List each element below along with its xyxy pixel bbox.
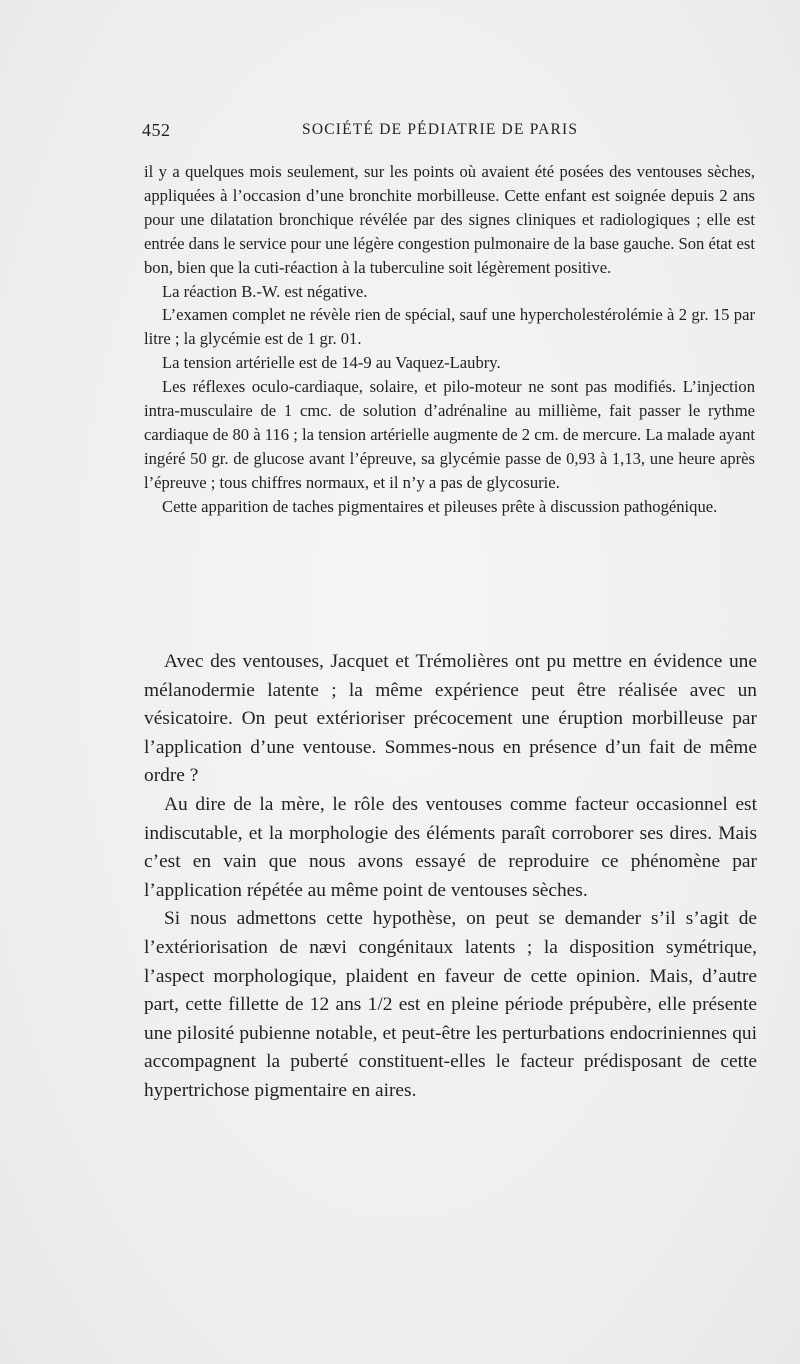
page-number: 452 xyxy=(142,120,171,140)
paragraph: Au dire de la mère, le rôle des ventouses comme facteur occasionnel est indiscutable, et la morphologie des éléments paraît corroborer ses dires. Mais c’est en vain que nous avons essayé de reproduire ce phénomène par l’application répétée au même point de ventouses sèches. xyxy=(144,793,757,901)
paragraph: il y a quelques mois seulement, sur les points où avaient été posées des ventouses sèches, appliquées à l’occasion d’une bronchite morbilleuse. Cette enfant est soignée depuis 2 ans pour une dilatation bronchique révélée par des signes cliniques et radiologiques ; elle est entrée dans le service pour une légère congestion pulmonaire de la base gauche. Son état est bon, bien que la cuti-réaction à la tuberculine soit légèrement positive. xyxy=(144,162,755,277)
case-report-text xyxy=(144,160,755,519)
page-header xyxy=(142,120,762,144)
paragraph: La tension artérielle est de 14-9 au Vaquez-Laubry. xyxy=(162,353,501,373)
paragraph: Les réflexes oculo-cardiaque, solaire, et pilo-moteur ne sont pas modifiés. L’injection intra-musculaire de 1 cmc. de solution d’adrénaline au millième, fait passer le rythme cardiaque de 80 à 116 ; la tension artérielle augmente de 2 cm. de mercure. La malade ayant ingéré 50 gr. de glucose avant l’épreuve, sa glycémie passe de 0,93 à 1,13, une heure après l’épreuve ; tous chiffres normaux, et il n’y a pas de glycosurie. xyxy=(144,377,755,492)
paragraph: Cette apparition de taches pigmentaires et pileuses prête à discussion pathogénique. xyxy=(162,496,718,516)
running-title: SOCIÉTÉ DE PÉDIATRIE DE PARIS xyxy=(302,121,579,138)
paragraph: Avec des ventouses, Jacquet et Trémolières ont pu mettre en évidence une mélanodermie latente ; la même expérience peut être réalisée avec un vésicatoire. On peut extérioriser précocement une éruption morbilleuse par l’application d’une ventouse. Sommes-nous en présence d’un fait de même ordre ? xyxy=(144,651,757,787)
paragraph: Si nous admettons cette hypothèse, on peut se demander s’il s’agit de l’extériorisation de nævi congénitaux latents ; la disposition symétrique, l’aspect morphologique, plaident en faveur de cette opinion. Mais, d’autre part, cette fillette de 12 ans 1/2 est en pleine période prépubère, elle présente une pilosité pubienne notable, et peut-être les perturbations endocriniennes qui accompagnent la puberté constituent-elles le facteur prédisposant de cette hypertrichose pigmentaire en aires. xyxy=(144,908,757,1101)
paragraph: L’examen complet ne révèle rien de spécial, sauf une hypercholestérolémie à 2 gr. 15 par litre ; la glycémie est de 1 gr. 01. xyxy=(144,305,755,349)
discussion-text xyxy=(144,648,757,1106)
paragraph: La réaction B.-W. est négative. xyxy=(162,281,368,301)
